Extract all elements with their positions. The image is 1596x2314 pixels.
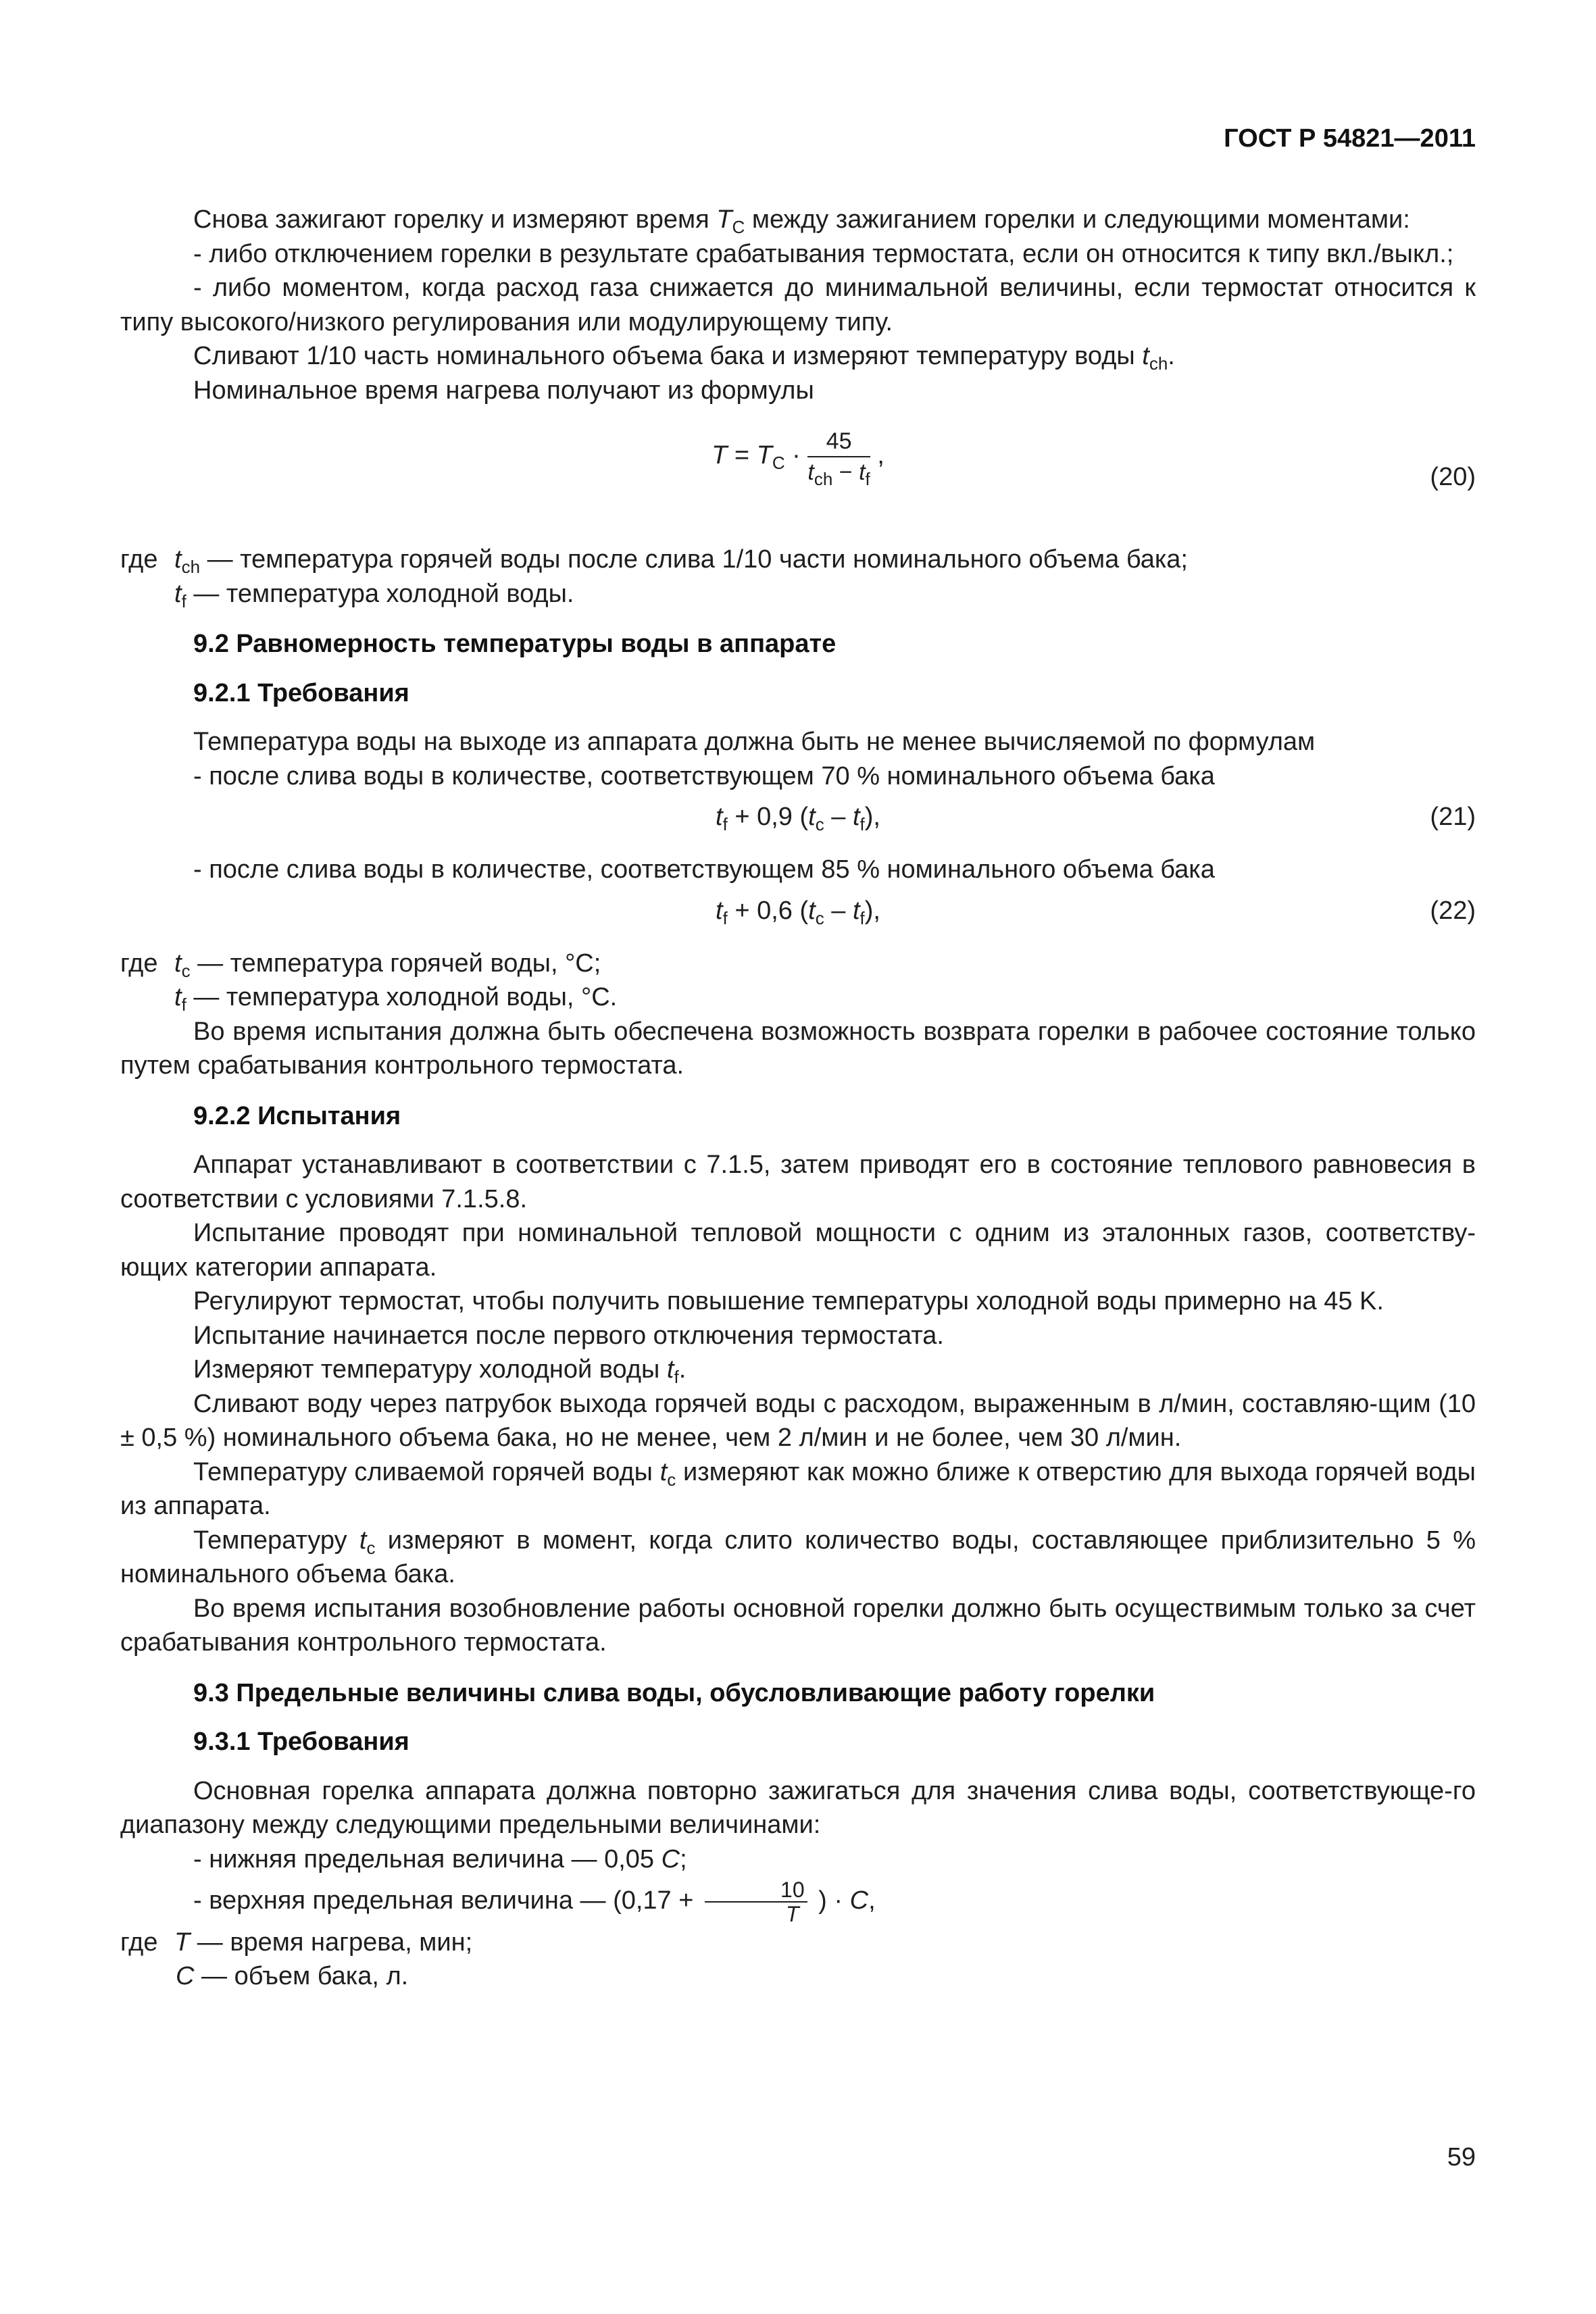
subscript: C bbox=[732, 217, 745, 237]
subscript: c bbox=[667, 1469, 676, 1490]
paragraph: - либо моментом, когда расход газа снижается до минимальной величины, если термостат относится к типу высокого/низкого регулирования или модулирующему типу. bbox=[120, 274, 1476, 336]
formula-expression bbox=[120, 800, 1476, 834]
text: — температура горячей воды, °С; bbox=[190, 949, 601, 978]
variable: t bbox=[808, 896, 816, 925]
text: Температуру сливаемой горячей воды bbox=[193, 1457, 653, 1486]
operator: – bbox=[824, 896, 853, 925]
text: — температура горячей воды после слива 1/10 части номинального объема бака; bbox=[200, 545, 1188, 574]
variable: t bbox=[1142, 342, 1149, 370]
page-content bbox=[120, 203, 1476, 1994]
subscript: c bbox=[181, 960, 191, 981]
variable: t bbox=[174, 579, 182, 608]
text: Измеряют температуру холодной воды bbox=[193, 1355, 660, 1384]
legend bbox=[120, 1926, 1476, 1960]
numerator: 45 bbox=[807, 428, 870, 457]
operator: – bbox=[824, 803, 853, 831]
text: - нижняя предельная величина — 0,05 bbox=[193, 1844, 655, 1873]
where-label: где bbox=[120, 949, 158, 978]
text: + 0,9 ( bbox=[727, 803, 809, 831]
operator: = bbox=[727, 441, 757, 470]
paragraph bbox=[120, 1353, 1476, 1387]
variable: t bbox=[174, 949, 182, 978]
legend-item bbox=[120, 577, 1476, 611]
where-label: где bbox=[120, 1928, 158, 1957]
text: - верхняя предельная величина — (0,17 + bbox=[193, 1886, 694, 1915]
text: Сливают 1/10 часть номинального объема бака и измеряют температуру воды bbox=[193, 342, 1135, 370]
subsection-heading: 9.2.1 Требования bbox=[193, 678, 409, 707]
text: ) · bbox=[818, 1886, 843, 1915]
variable: t bbox=[659, 1457, 668, 1486]
section-heading: 9.3 Предельные величины слива воды, обусловливающие работу горелки bbox=[193, 1678, 1155, 1707]
subscript: c bbox=[366, 1537, 376, 1558]
subscript: C bbox=[772, 453, 785, 474]
subscript: f bbox=[859, 907, 865, 928]
text: . bbox=[678, 1355, 687, 1384]
subscript: f bbox=[859, 814, 865, 834]
paragraph bbox=[120, 1876, 1476, 1926]
legend bbox=[120, 543, 1476, 577]
paragraph: - после слива воды в количестве, соответствующем 85 % номинального объема бака bbox=[193, 855, 1215, 884]
where-label: где bbox=[120, 545, 158, 574]
variable: t bbox=[359, 1526, 367, 1555]
subscript: f bbox=[722, 814, 728, 834]
text: — температура холодной воды, °С. bbox=[186, 983, 618, 1011]
subscript: ch bbox=[1149, 353, 1168, 374]
paragraph bbox=[120, 203, 1476, 237]
legend-item bbox=[120, 1959, 1476, 1994]
text: между зажиганием горелки и следующими моментами: bbox=[751, 205, 1410, 234]
section-heading: 9.2 Равномерность температуры воды в аппарате bbox=[193, 630, 837, 658]
paragraph: Во время испытания возобновление работы основной горелки должно быть осуществимым только за счет срабатывания контрольного термостата. bbox=[120, 1594, 1476, 1657]
denominator bbox=[807, 457, 870, 489]
text: — время нагрева, мин; bbox=[190, 1928, 473, 1957]
paragraph: Номинальное время нагрева получают из формулы bbox=[193, 376, 814, 405]
paragraph bbox=[120, 1524, 1476, 1592]
text: , bbox=[870, 441, 884, 470]
variable: t bbox=[666, 1355, 674, 1384]
text: , bbox=[868, 1886, 876, 1915]
text: измеряют как можно ближе к отверстию для выхода горячей воды из аппарата. bbox=[120, 1457, 1476, 1520]
paragraph: - либо отключением горелки в результате срабатывания термостата, если он относится к типу вкл./выкл.; bbox=[193, 239, 1454, 268]
operator: · bbox=[784, 441, 808, 470]
formula-number: (22) bbox=[1430, 896, 1476, 925]
subsection-heading: 9.2.2 Испытания bbox=[193, 1101, 401, 1130]
variable: t bbox=[852, 803, 860, 831]
text: ), bbox=[864, 803, 880, 831]
paragraph bbox=[120, 1455, 1476, 1524]
fraction bbox=[807, 428, 870, 489]
subscript: f bbox=[674, 1367, 679, 1387]
paragraph bbox=[120, 1842, 1476, 1877]
formula-expression bbox=[120, 894, 1476, 928]
document-code: ГОСТ Р 54821—2011 bbox=[1224, 124, 1476, 153]
formula-22 bbox=[120, 894, 1476, 940]
variable: t bbox=[174, 983, 182, 1011]
subscript: c bbox=[815, 814, 824, 834]
fraction bbox=[705, 1878, 807, 1926]
formula-number: (21) bbox=[1430, 803, 1476, 831]
subscript: ch bbox=[181, 557, 201, 577]
text: Температуру bbox=[193, 1526, 347, 1555]
paragraph: Основная горелка аппарата должна повторно зажигаться для значения слива воды, соответствующе-го диапазону между следующими предельными величинами: bbox=[120, 1776, 1476, 1839]
operator: − bbox=[832, 459, 859, 485]
text: — температура холодной воды. bbox=[186, 579, 574, 608]
text: + 0,6 ( bbox=[727, 896, 809, 925]
legend-item bbox=[174, 947, 601, 981]
paragraph: Испытание начинается после первого отключения термостата. bbox=[193, 1321, 944, 1350]
formula-number: (20) bbox=[1430, 463, 1476, 491]
variable: C bbox=[849, 1886, 869, 1915]
variable: T bbox=[716, 205, 732, 234]
variable: T bbox=[756, 441, 772, 470]
paragraph bbox=[120, 339, 1476, 374]
subscript: c bbox=[815, 907, 824, 928]
paragraph: Температура воды на выходе из аппарата должна быть не менее вычисляемой по формулам bbox=[193, 728, 1316, 756]
subscript: f bbox=[181, 590, 186, 611]
paragraph: Регулируют термостат, чтобы получить повышение температуры холодной воды примерно на 45 K. bbox=[193, 1287, 1384, 1315]
variable: C bbox=[661, 1844, 680, 1873]
subscript: f bbox=[722, 907, 728, 928]
legend-item bbox=[174, 1926, 472, 1960]
variable: t bbox=[807, 459, 814, 485]
text: . bbox=[1168, 342, 1175, 370]
subscript: f bbox=[865, 469, 870, 489]
page-number: 59 bbox=[1447, 2143, 1476, 2171]
variable: t bbox=[174, 545, 182, 574]
formula-21 bbox=[120, 800, 1476, 846]
variable: t bbox=[808, 803, 816, 831]
subsection-heading: 9.3.1 Требования bbox=[193, 1728, 409, 1756]
variable: T bbox=[712, 441, 728, 470]
denominator: T bbox=[786, 1901, 799, 1926]
text: ; bbox=[680, 1844, 687, 1873]
formula-expression bbox=[120, 428, 1476, 489]
variable: C bbox=[176, 1962, 195, 1991]
variable: t bbox=[716, 896, 723, 925]
paragraph: Во время испытания должна быть обеспечена возможность возврата горелки в рабочее состояние только путем срабатывания контрольного термостата. bbox=[120, 1017, 1476, 1080]
paragraph: Испытание проводят при номинальной тепловой мощности с одним из эталонных газов, соответству-ющих категории аппарата. bbox=[120, 1219, 1476, 1282]
subscript: ch bbox=[814, 469, 833, 489]
numerator: 10 bbox=[705, 1878, 807, 1903]
variable: t bbox=[852, 896, 860, 925]
text: — объем бака, л. bbox=[194, 1962, 409, 1991]
paragraph: Аппарат устанавливают в соответствии с 7.1.5, затем приводят его в состояние теплового равновесия в соответствии с условиями 7.1.5.8. bbox=[120, 1151, 1476, 1213]
variable: T bbox=[174, 1928, 191, 1957]
text: Снова зажигают горелку и измеряют время bbox=[193, 205, 709, 234]
legend bbox=[120, 947, 1476, 981]
formula-20 bbox=[120, 428, 1476, 522]
variable: t bbox=[859, 459, 866, 485]
legend-item bbox=[120, 980, 1476, 1015]
variable: t bbox=[716, 803, 723, 831]
text: измеряют в момент, когда слито количество воды, составляющее приблизительно 5 % номинального объема бака. bbox=[120, 1526, 1476, 1588]
paragraph: Сливают воду через патрубок выхода горячей воды с расходом, выраженным в л/мин, составляю-щим (10 ± 0,5 %) номинального объема бака, но не менее, чем 2 л/мин и не более, чем 30 л/мин. bbox=[120, 1389, 1476, 1452]
paragraph: - после слива воды в количестве, соответствующем 70 % номинального объема бака bbox=[193, 761, 1215, 790]
subscript: f bbox=[181, 995, 186, 1015]
text: ), bbox=[864, 896, 880, 925]
legend-item bbox=[174, 543, 1188, 577]
